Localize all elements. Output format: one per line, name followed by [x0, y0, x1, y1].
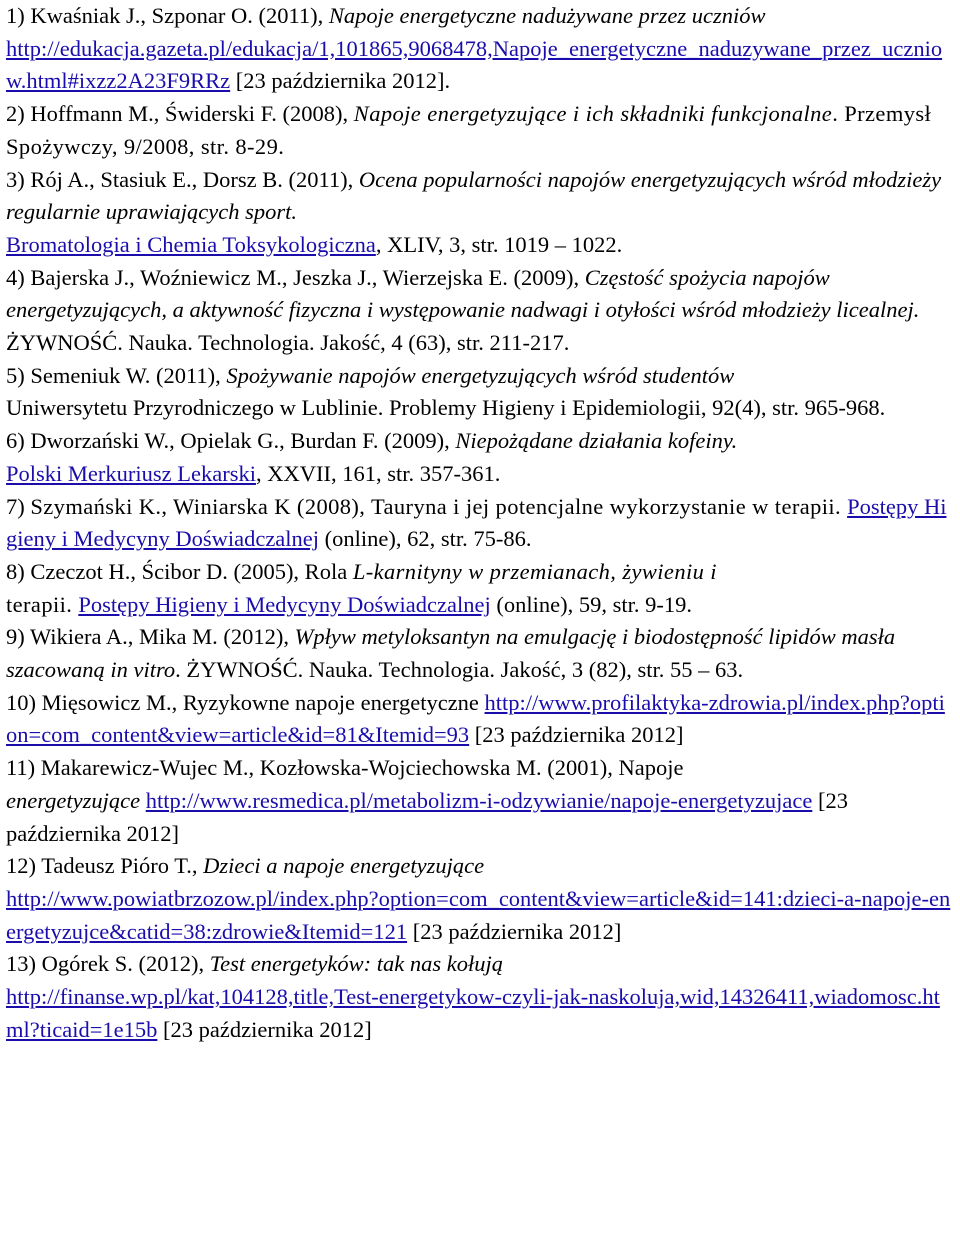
reference-authors: Makarewicz-Wujec M., Kozłowska-Wojciechowska M. (2001), Napoje	[40, 755, 684, 781]
reference-item	[6, 491, 956, 556]
reference-item	[6, 752, 956, 850]
reference-trailing: [23 października 2012]	[157, 1016, 372, 1042]
reference-item	[6, 425, 956, 490]
reference-title: energetyzujące	[6, 787, 141, 813]
reference-number: 1)	[6, 3, 31, 28]
reference-number: 11)	[6, 755, 41, 781]
reference-trailing: [23 października 2012]	[6, 787, 848, 846]
reference-title: Ocena popularności napojów energetyzujących wśród młodzieży regularnie uprawiających sport.	[6, 166, 942, 225]
reference-number: 8)	[6, 558, 31, 584]
reference-item	[6, 98, 956, 163]
reference-item	[6, 850, 956, 948]
reference-authors: Kwaśniak J., Szponar O. (2011),	[30, 3, 329, 28]
reference-trailing: ŻYWNOŚĆ. Nauka. Technologia. Jakość, 4 (63), str. 211-217.	[6, 330, 570, 356]
reference-item	[6, 164, 956, 262]
reference-url-link[interactable]: http://www.powiatbrzozow.pl/index.php?option=com_content&view=article&id=141:dzieci-a-napoje-energetyzujce&catid=38:zdrowie&Itemid=121	[6, 885, 951, 944]
reference-trailing: , XXVII, 161, str. 357-361.	[255, 460, 501, 486]
reference-trailing: (online), 62, str. 75-86.	[319, 526, 532, 552]
reference-number: 12)	[6, 853, 42, 879]
reference-number: 13)	[6, 951, 42, 977]
reference-url-link[interactable]: http://finanse.wp.pl/kat,104128,title,Test-energetykow-czyli-jak-naskoluja,wid,14326411,wiadomosc.html?ticaid=1e15b	[6, 984, 940, 1042]
reference-authors: Tadeusz Pióro T.,	[41, 853, 204, 879]
reference-item	[6, 262, 956, 360]
reference-journal-link[interactable]: Bromatologia i Chemia Toksykologiczna	[6, 231, 376, 257]
reference-trailing: [23 października 2012].	[230, 68, 451, 94]
reference-number: 9)	[6, 624, 30, 650]
reference-item	[6, 360, 956, 425]
reference-middle: terapii.	[6, 591, 79, 617]
reference-title: Częstość spożycia napojów energetyzujących, a aktywność fizyczna i występowanie nadwagi i otyłości wśród młodzieży licealnej.	[6, 264, 920, 323]
reference-url-link[interactable]: http://www.resmedica.pl/metabolizm-i-odzywianie/napoje-energetyzujace	[145, 787, 813, 813]
reference-authors: Czeczot H., Ścibor D. (2005), Rola	[30, 558, 353, 584]
reference-url-link[interactable]: http://www.profilaktyka-zdrowia.pl/index.php?option=com_content&view=article&id=81&Itemid=93	[6, 689, 945, 748]
reference-number: 10)	[6, 689, 42, 715]
reference-title: Napoje energetyczne nadużywane przez uczniów	[328, 3, 766, 28]
reference-authors: Szymański K., Winiarska K (2008), Tauryna i jej potencjalne wykorzystanie w terapii.	[30, 493, 848, 519]
reference-trailing: . ŻYWNOŚĆ. Nauka. Technologia. Jakość, 3 (82), str. 55 – 63.	[175, 657, 744, 683]
reference-title: Wpływ metyloksantyn na emulgację i biodostępność lipidów masła szacowaną in vitro	[6, 624, 896, 683]
reference-authors: Dworzański W., Opielak G., Burdan F. (2009),	[30, 428, 456, 454]
reference-title: Napoje energetyzujące i ich składniki funkcjonalne	[353, 101, 833, 127]
reference-trailing: [23 października 2012]	[469, 722, 684, 748]
reference-title: Dzieci a napoje energetyzujące	[203, 853, 485, 879]
reference-title: L-karnityny w przemianach, żywieniu i	[352, 558, 717, 584]
reference-item	[6, 687, 956, 752]
reference-authors: Wikiera A., Mika M. (2012),	[29, 624, 295, 650]
reference-authors: Ogórek S. (2012),	[41, 951, 210, 977]
reference-number: 5)	[6, 362, 31, 388]
reference-title: Niepożądane działania kofeiny.	[455, 428, 738, 454]
reference-number: 2)	[6, 101, 31, 127]
reference-authors: Rój A., Stasiuk E., Dorsz B. (2011),	[30, 166, 359, 192]
reference-list	[6, 0, 956, 1047]
reference-trailing: . Przemysł Spożywczy, 9/2008, str. 8-29.	[6, 101, 932, 159]
reference-number: 6)	[6, 428, 31, 454]
reference-trailing: Uniwersytetu Przyrodniczego w Lublinie. Problemy Higieny i Epidemiologii, 92(4), str. 965-968.	[6, 395, 886, 421]
reference-number: 7)	[6, 493, 31, 519]
reference-title: Spożywanie napojów energetyzujących wśród studentów	[226, 362, 735, 388]
reference-authors: Semeniuk W. (2011),	[30, 362, 227, 388]
reference-trailing: [23 października 2012]	[407, 918, 622, 944]
reference-item	[6, 948, 956, 1046]
reference-journal-link[interactable]: Postępy Higieny i Medycyny Doświadczalnej	[6, 493, 947, 552]
reference-number: 3)	[6, 166, 31, 192]
reference-authors: Bajerska J., Woźniewicz M., Jeszka J., Wierzejska E. (2009),	[30, 264, 585, 290]
reference-item	[6, 556, 956, 621]
reference-trailing: , XLIV, 3, str. 1019 – 1022.	[375, 231, 623, 257]
reference-title: Test energetyków: tak nas kołują	[209, 951, 504, 977]
reference-authors: Mięsowicz M., Ryzykowne napoje energetyczne	[41, 689, 485, 715]
reference-url-link[interactable]: http://edukacja.gazeta.pl/edukacja/1,101865,9068478,Napoje_energetyczne_naduzywane_przez_uczniow.html#ixzz2A23F9RRz	[6, 35, 943, 94]
reference-item	[6, 0, 956, 98]
reference-trailing: (online), 59, str. 9-19.	[490, 591, 692, 617]
reference-authors: Hoffmann M., Świderski F. (2008),	[30, 101, 354, 127]
reference-item	[6, 621, 956, 686]
reference-number: 4)	[6, 264, 31, 290]
reference-journal-link[interactable]: Polski Merkuriusz Lekarski	[6, 460, 256, 486]
reference-journal-link[interactable]: Postępy Higieny i Medycyny Doświadczalnej	[78, 591, 491, 617]
